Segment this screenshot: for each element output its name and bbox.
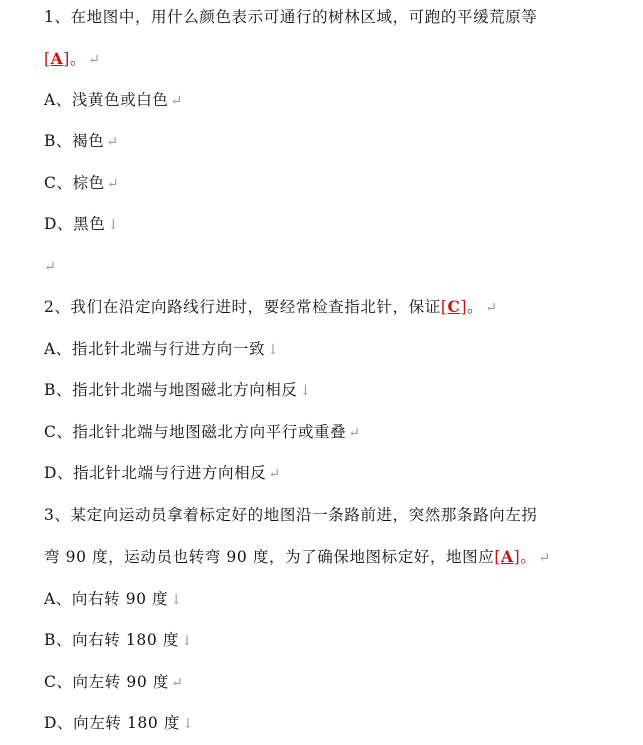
- line-break-mark-icon: ↓: [267, 342, 280, 358]
- paragraph-mark-icon: ↵: [268, 466, 281, 482]
- question-3-answer: A: [501, 547, 514, 566]
- paragraph-mark-icon: ↵: [106, 134, 119, 150]
- question-1-answer: A: [50, 49, 64, 68]
- paragraph-mark-icon: ↵: [538, 550, 551, 566]
- line-break-mark-icon: ↓: [107, 217, 120, 233]
- question-3-option-b: B、向右转 180 度 ↓: [44, 631, 194, 649]
- question-2-option-a: A、指北针北端与行进方向一致 ↓: [44, 340, 280, 358]
- paragraph-mark-icon: ↵: [348, 425, 361, 441]
- line-break-mark-icon: ↓: [299, 383, 312, 399]
- paragraph-mark-icon: ↵: [485, 300, 498, 316]
- paragraph-mark-icon: ↵: [170, 675, 184, 691]
- question-2-option-c: C、指北针北端与地图磁北方向平行或重叠 ↵: [44, 423, 361, 441]
- question-3-option-a: A、向右转 90 度 ↓: [44, 590, 183, 608]
- question-1-option-c: C、棕色 ↵: [44, 174, 120, 192]
- paragraph-mark-icon: ↵: [106, 176, 120, 192]
- question-2-option-d: D、指北针北端与行进方向相反 ↵: [44, 464, 281, 482]
- question-2-option-b: B、指北针北端与地图磁北方向相反 ↓: [44, 381, 312, 399]
- paragraph-mark-icon: ↵: [88, 52, 101, 68]
- question-3-option-d: D、向左转 180 度 ↓: [44, 714, 195, 732]
- question-3-stem-line2: 弯 90 度，运动员也转弯 90 度，为了确保地图标定好，地图应[A]。 ↵: [44, 547, 551, 566]
- question-1-option-a: A、浅黄色或白色 ↵: [44, 91, 183, 109]
- question-3-stem-line1: 3、某定向运动员拿着标定好的地图沿一条路前进，突然那条路向左拐: [44, 506, 538, 524]
- question-2-stem: 2、我们在沿定向路线行进时，要经常检查指北针，保证[C]。 ↵: [44, 297, 498, 316]
- line-break-mark-icon: ↓: [170, 592, 183, 608]
- question-2-answer: C: [447, 297, 461, 316]
- question-1-option-d: D、黑色 ↓: [44, 215, 120, 233]
- empty-paragraph: [44, 255, 56, 278]
- question-1-option-b: B、褐色 ↵: [44, 132, 119, 150]
- paragraph-mark-icon: ↵: [44, 259, 57, 275]
- line-break-mark-icon: ↓: [181, 716, 195, 732]
- question-3-option-c: C、向左转 90 度 ↵: [44, 673, 184, 691]
- paragraph-mark-icon: ↵: [170, 93, 183, 109]
- line-break-mark-icon: ↓: [180, 633, 194, 649]
- question-1-stem-line2: [A]。 ↵: [44, 49, 101, 68]
- question-1-stem-line1: 1、在地图中，用什么颜色表示可通行的树林区域，可跑的平缓荒原等: [44, 8, 538, 26]
